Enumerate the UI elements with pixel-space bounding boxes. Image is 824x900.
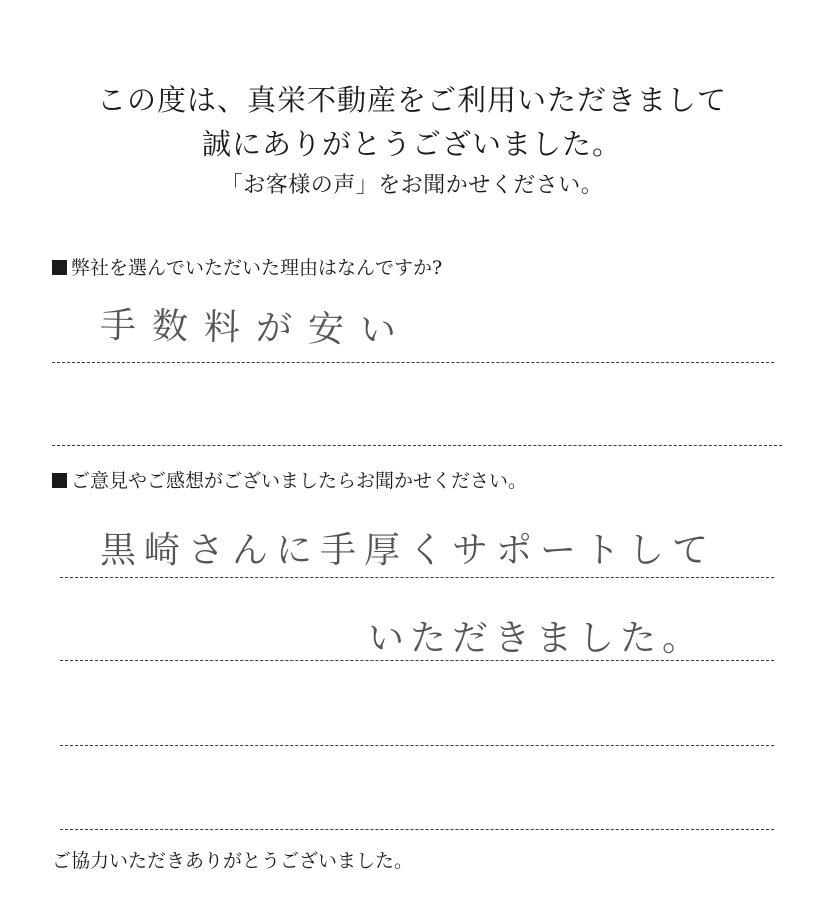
- answer-rule: [52, 362, 774, 363]
- question-1-label: 弊社を選んでいただいた理由はなんですか?: [71, 257, 443, 279]
- answer-rule: [60, 577, 774, 578]
- answer-2-handwriting-line-1: 黒崎さんに手厚くサポートして: [100, 530, 717, 571]
- answer-2-handwriting-line-2: いただきました。: [368, 618, 705, 659]
- header-line-3: 「お客様の声」をお聞かせください。: [220, 173, 604, 198]
- question-2-label: ご意見やご感想がございましたらお聞かせください。: [71, 470, 528, 492]
- answer-1-handwriting: 手数料が安い: [99, 305, 413, 352]
- answer-rule: [52, 445, 782, 446]
- question-2: [52, 466, 527, 493]
- square-bullet-icon: [52, 473, 67, 488]
- square-bullet-icon: [52, 260, 67, 275]
- answer-rule: [60, 829, 774, 830]
- answer-rule: [60, 660, 774, 661]
- header-line-2: 誠にありがとうございました。: [201, 127, 622, 161]
- question-1: [52, 253, 442, 280]
- header-line-1: この度は、真栄不動産をご利用いただきまして: [96, 83, 727, 117]
- answer-rule: [60, 745, 774, 746]
- footer-thanks: ご協力いただきありがとうございました。: [52, 850, 414, 872]
